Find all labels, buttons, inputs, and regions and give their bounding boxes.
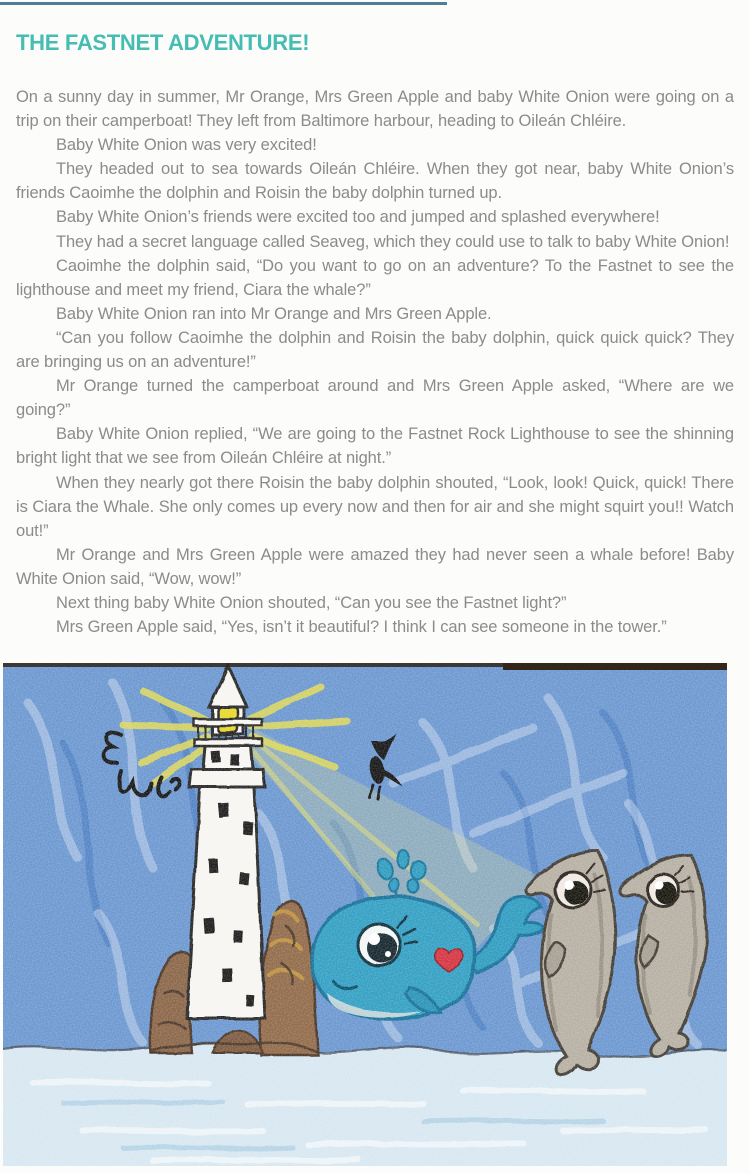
page-title: THE FASTNET ADVENTURE! — [16, 30, 310, 55]
story-paragraph: They had a secret language called Seaveg, which they could use to talk to baby White Onion! — [56, 232, 730, 251]
crayon-drawing — [3, 663, 727, 1166]
story-paragraph: Mr Orange turned the camperboat around and Mrs Green Apple asked, “Where are we going?” — [16, 377, 734, 420]
story-paragraph: Baby White Onion ran into Mr Orange and Mrs Green Apple. — [56, 304, 492, 323]
story-paragraph: Next thing baby White Onion shouted, “Can you see the Fastnet light?” — [56, 593, 567, 612]
story-paragraph: Baby White Onion replied, “We are going to the Fastnet Rock Lighthouse to see the shinning bright light that we see from Oileán Chléire at night.” — [16, 425, 734, 468]
crayon-texture — [3, 663, 727, 1166]
story-paragraph: “Can you follow Caoimhe the dolphin and Roisin the baby dolphin, quick quick quick? They are bringing us on an adventure!” — [16, 328, 734, 372]
story-illustration — [3, 663, 727, 1166]
top-rule — [0, 2, 447, 5]
story-paragraph: Mr Orange and Mrs Green Apple were amazed they had never seen a whale before! Baby White Onion said, “Wow, wow!” — [16, 545, 734, 588]
story-paragraph: Baby White Onion was very excited! — [56, 136, 317, 155]
story-paragraph: On a sunny day in summer, Mr Orange, Mrs Green Apple and baby White Onion were going on a trip on their camperboat! They left from Baltimore harbour, heading to Oileán Chléire. — [16, 88, 734, 131]
story-paragraph: Mrs Green Apple said, “Yes, isn’t it beautiful? I think I can see someone in the tower.” — [56, 618, 667, 637]
story-paragraph: Caoimhe the dolphin said, “Do you want to go on an adventure? To the Fastnet to see the lighthouse and meet my friend, Ciara the whale?” — [16, 256, 734, 299]
story-paragraph: When they nearly got there Roisin the baby dolphin shouted, “Look, look! Quick, quick! There is Ciara the Whale. She only comes up every now and then for air and she might squirt you!! Watch out!” — [16, 473, 734, 540]
story-text — [16, 85, 734, 639]
story-paragraph: They headed out to sea towards Oileán Chléire. When they got near, baby White Onion’s friends Caoimhe the dolphin and Roisin the baby dolphin turned up. — [16, 160, 734, 203]
photo-edge — [503, 663, 727, 670]
story-paragraph: Baby White Onion’s friends were excited too and jumped and splashed everywhere! — [56, 208, 660, 227]
